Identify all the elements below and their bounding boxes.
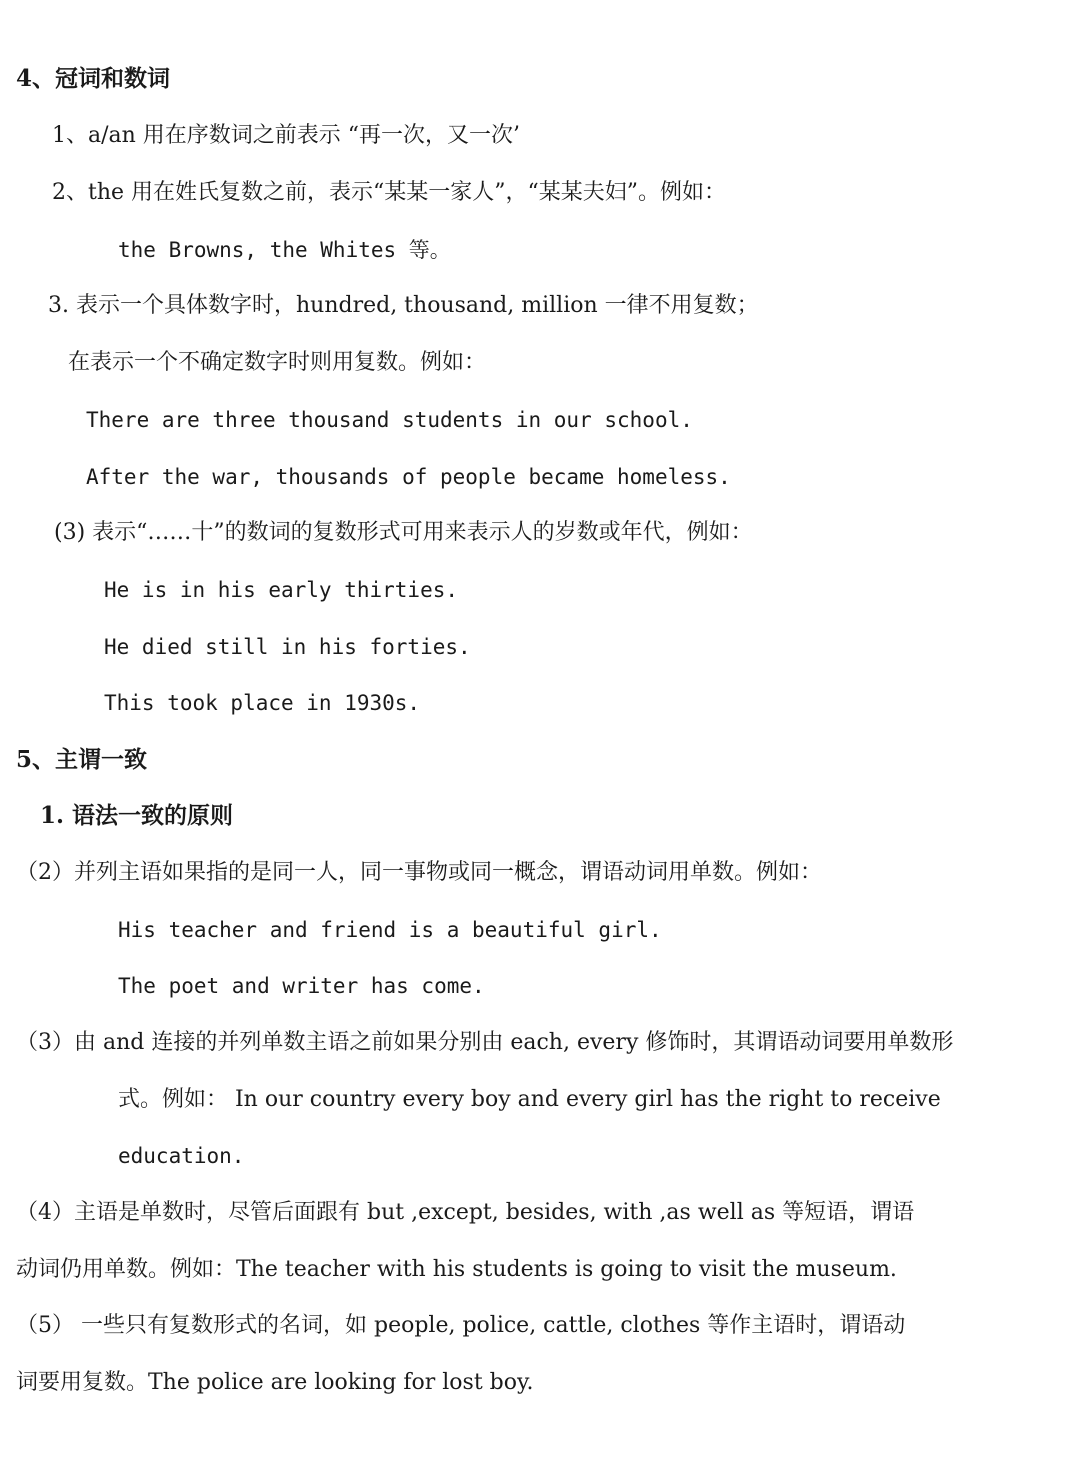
- section-4-item-3-example-1: There are three thousand students in our school.: [86, 408, 693, 432]
- section-4-item-2-example: the Browns, the Whites 等。: [118, 238, 451, 262]
- section-4-sub-3-example-3: This took place in 1930s.: [104, 691, 421, 715]
- section-4-item-1: 1、a/an 用在序数词之前表示 “再一次，又一次’: [52, 123, 521, 148]
- section-4-item-3-line-2: 在表示一个不确定数字时则用复数。例如：: [68, 350, 487, 375]
- section-5-point-4-line-2: 动词仍用单数。例如：The teacher with his students is going to visit the museum.: [16, 1257, 897, 1282]
- section-5-heading: 5、主谓一致: [16, 746, 148, 773]
- section-4-item-3-example-2: After the war, thousands of people became homeless.: [86, 465, 731, 489]
- section-4-sub-3-example-1: He is in his early thirties.: [104, 578, 459, 602]
- section-4-item-2: 2、the 用在姓氏复数之前，表示“某某一家人”，“某某夫妇”。例如：: [52, 180, 727, 205]
- section-5-point-5-line-1: （5） 一些只有复数形式的名词，如 people, police, cattle, clothes 等作主语时，谓语动: [16, 1313, 906, 1338]
- section-5-point-4-line-1: （4）主语是单数时，尽管后面跟有 but ,except, besides, with ,as well as 等短语，谓语: [16, 1200, 915, 1225]
- section-5-point-3-line-3: education.: [118, 1144, 245, 1168]
- section-5-point-2-example-2: The poet and writer has come.: [118, 974, 485, 998]
- section-4-sub-3-line: (3) 表示“……十”的数词的复数形式可用来表示人的岁数或年代，例如：: [54, 520, 753, 545]
- section-5-point-3-line-1: （3）由 and 连接的并列单数主语之前如果分别由 each, every 修饰时，其谓语动词要用单数形: [16, 1030, 954, 1055]
- section-4-item-3-line-1: 3. 表示一个具体数字时，hundred, thousand, million 一律不用复数；: [48, 293, 759, 318]
- section-5-point-3-line-2: 式。例如： In our country every boy and every girl has the right to receive: [118, 1087, 941, 1112]
- section-5-point-5-line-2: 词要用复数。The police are looking for lost boy.: [16, 1370, 534, 1395]
- section-5-point-2-example-1: His teacher and friend is a beautiful girl.: [118, 918, 662, 942]
- section-5-point-2-line: （2）并列主语如果指的是同一人，同一事物或同一概念，谓语动词用单数。例如：: [16, 860, 822, 885]
- section-4-heading: 4、冠词和数词: [16, 65, 171, 92]
- section-4-sub-3-example-2: He died still in his forties.: [104, 635, 471, 659]
- section-5-sub-1-heading: 1. 语法一致的原则: [40, 802, 234, 829]
